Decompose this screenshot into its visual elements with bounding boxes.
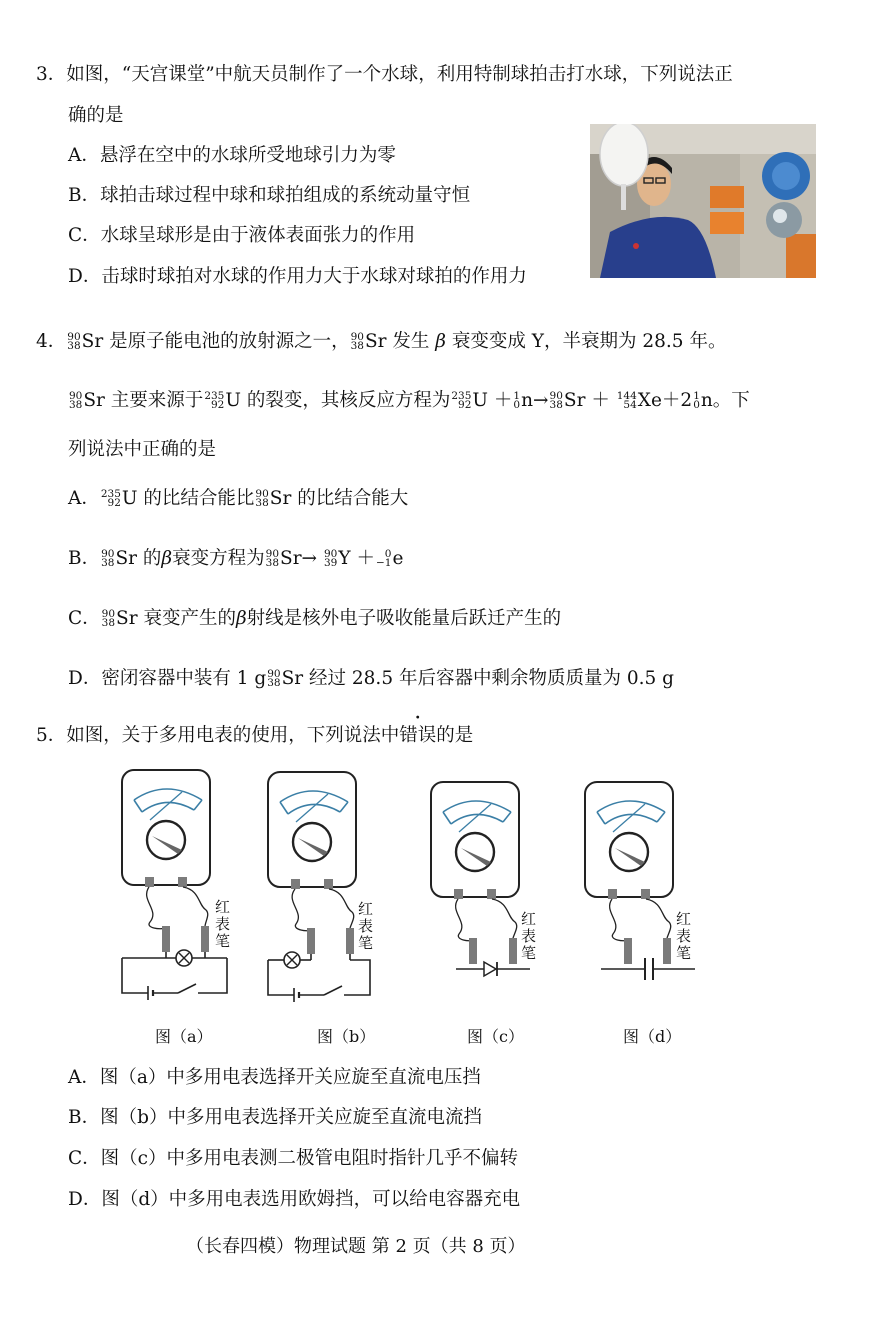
q3-option-d: D．击球时球拍对水球的作用力大于水球对球拍的作用力	[68, 266, 527, 287]
multimeter-figures	[0, 760, 870, 1015]
q4-option-b: B． 90 38 Sr 的β衰变方程为 90 38 Sr→ 90 39 Y ＋ 0 −1 e	[68, 548, 404, 569]
probe-label-char: 红	[358, 900, 374, 918]
probe-label-char: 表	[215, 915, 231, 933]
probe-label-char: 红	[215, 898, 231, 916]
probe-label-char: 红	[521, 910, 537, 928]
red-probe-label-c	[521, 910, 536, 962]
q4-option-c: C． 90 38 Sr 衰变产生的β射线是核外电子吸收能量后跃迁产生的	[68, 608, 562, 629]
probe-label-char: 红	[676, 910, 692, 928]
q4-option-d: D．密闭容器中装有 1 g 90 38 Sr 经过 28.5 年后容器中剩余物质质量为 0.5 g	[68, 668, 674, 689]
probe-label-char: 笔	[358, 934, 374, 952]
probe-label-char: 笔	[215, 932, 231, 950]
figure-a-multimeter	[122, 770, 227, 1000]
q4-stem-line3: 列说法中正确的是	[68, 439, 217, 460]
q4-option-a: A． 235 92 U 的比结合能比 90 38 Sr 的比结合能大	[68, 488, 409, 509]
caption-a: 图（a）	[155, 1027, 213, 1046]
probe-label-char: 表	[676, 927, 692, 945]
q4-stem-line2: 90 38 Sr 主要来源于 235 92 U 的裂变，其核反应方程为 235 92 U ＋ 1 0 n→ 90 38 Sr ＋ 144 54 Xe＋2 1 0 n。下	[69, 390, 750, 411]
q4-stem-line1: 4． 90 38 Sr 是原子能电池的放射源之一， 90 38 Sr 发生 β 衰变变成 Y，半衰期为 28.5 年。	[36, 331, 727, 352]
red-probe-label-d	[676, 910, 691, 962]
figure-c-multimeter	[431, 782, 530, 976]
q5-option-c: C．图（c）中多用电表测二极管电阻时指针几乎不偏转	[68, 1148, 519, 1169]
caption-b: 图（b）	[317, 1027, 376, 1046]
probe-label-char: 表	[521, 927, 537, 945]
q5-option-d: D．图（d）中多用电表选用欧姆挡，可以给电容器充电	[68, 1189, 521, 1210]
probe-label-char: 笔	[676, 944, 692, 962]
red-probe-label-a	[215, 898, 230, 950]
caption-d: 图（d）	[623, 1027, 682, 1046]
astronaut-photo	[590, 124, 816, 278]
probe-label-char: 笔	[521, 944, 537, 962]
probe-label-char: 表	[358, 917, 374, 935]
q5-option-b: B．图（b）中多用电表选择开关应旋至直流电流挡	[68, 1107, 482, 1128]
q3-stem-line1: 3．如图，“天宫课堂”中航天员制作了一个水球，利用特制球拍击打水球，下列说法正	[36, 64, 733, 85]
red-probe-label-b	[358, 900, 373, 952]
emphasis-cuo: 错误	[399, 725, 437, 746]
page-footer: （长春四模）物理试题 第 2 页（共 8 页）	[186, 1236, 526, 1257]
q3-option-c: C．水球呈球形是由于液体表面张力的作用	[68, 225, 416, 246]
q3-option-b: B．球拍击球过程中球和球拍组成的系统动量守恒	[68, 185, 471, 206]
caption-c: 图（c）	[467, 1027, 524, 1046]
q3-option-a: A．悬浮在空中的水球所受地球引力为零	[68, 145, 396, 166]
q5-stem: 5．如图，关于多用电表的使用，下列说法中错误的是	[36, 725, 474, 746]
q5-option-a: A．图（a）中多用电表选择开关应旋至直流电压挡	[68, 1067, 481, 1088]
q3-stem-line2: 确的是	[68, 105, 124, 126]
figure-b-multimeter	[268, 772, 370, 1002]
